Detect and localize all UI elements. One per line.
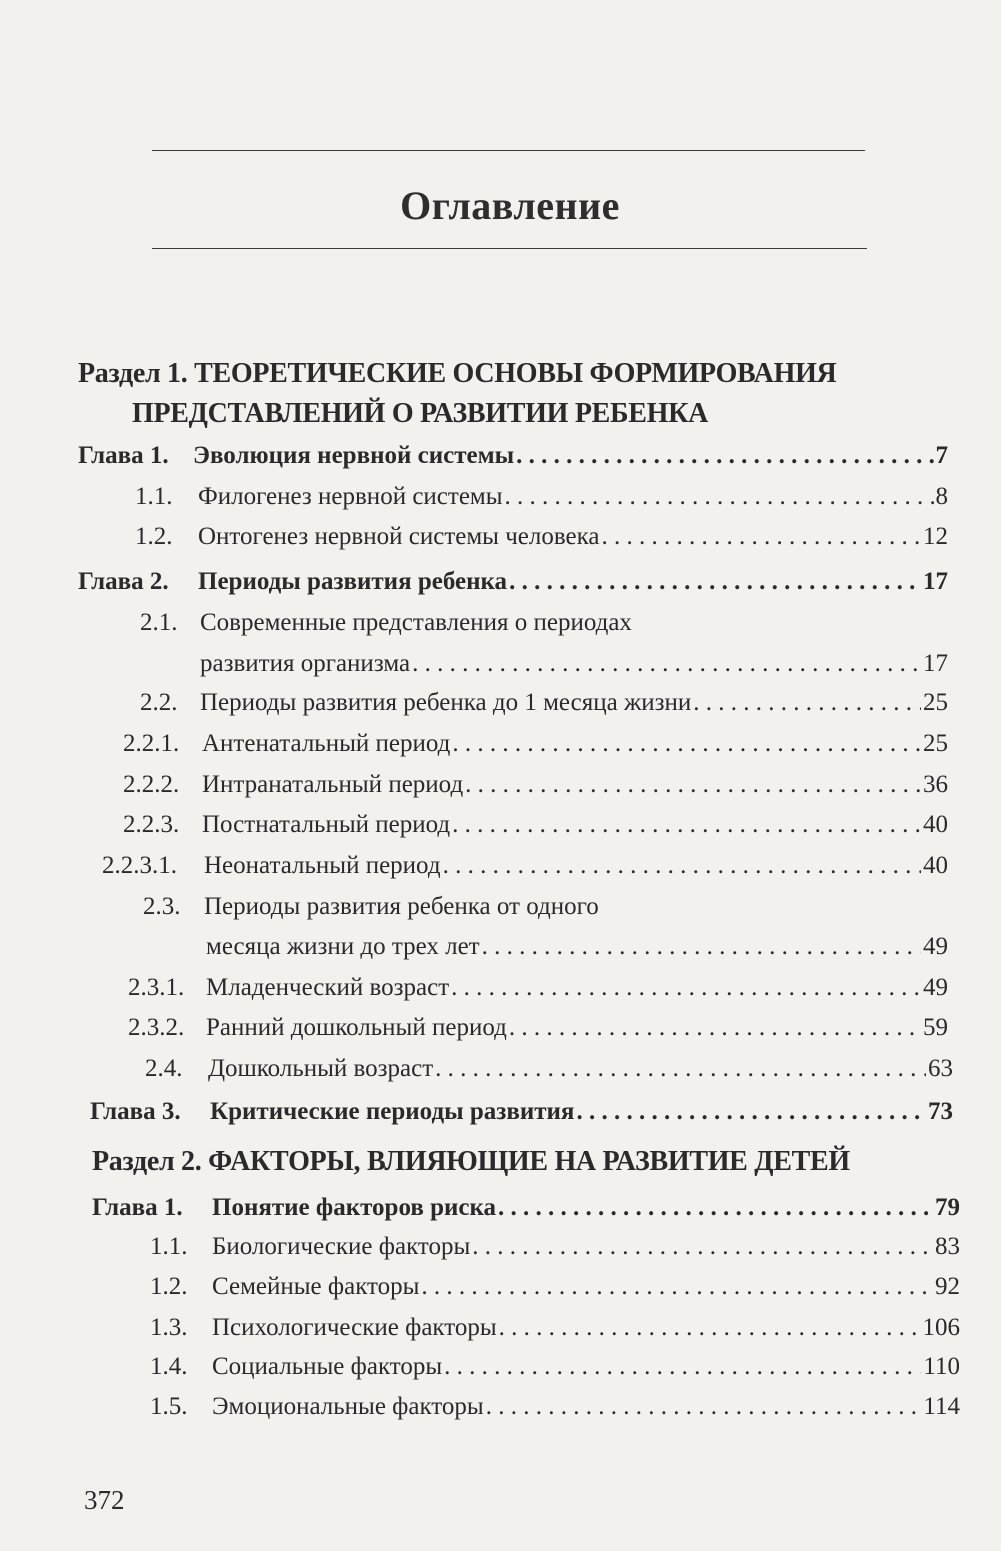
entry-number: 1.3. — [150, 1314, 188, 1341]
entry-title: Дошкольный возраст — [208, 1055, 434, 1082]
entry-page: 73 — [928, 1098, 953, 1125]
leader-dots — [465, 771, 921, 799]
section-2-heading: Раздел 2. ФАКТОРЫ, ВЛИЯЮЩИЕ НА РАЗВИТИЕ ДЕТЕЙ — [92, 1146, 850, 1177]
entry-title: Семейные факторы — [212, 1273, 420, 1300]
entry-page: 25 — [923, 689, 948, 716]
entry-title: Эмоциональные факторы — [212, 1393, 484, 1420]
entry-page: 114 — [923, 1393, 960, 1420]
entry-number: 1.1. — [150, 1233, 188, 1260]
toc-entry[interactable] — [78, 852, 948, 886]
toc-entry[interactable] — [78, 689, 948, 723]
entry-title: Эволюция нервной системы — [193, 442, 515, 469]
entry-page: 17 — [923, 650, 948, 677]
entry-page: 8 — [935, 483, 948, 510]
entry-number: 1.4. — [150, 1353, 188, 1380]
entry-number: 2.1. — [140, 609, 178, 636]
entry-number: Глава 1. — [78, 442, 169, 469]
leader-dots — [472, 1233, 933, 1261]
leader-dots — [499, 1314, 921, 1342]
entry-page: 110 — [923, 1353, 960, 1380]
entry-page: 49 — [923, 974, 948, 1001]
entry-page: 40 — [923, 852, 948, 879]
entry-page: 40 — [923, 811, 948, 838]
entry-page: 79 — [935, 1194, 960, 1221]
leader-dots — [505, 483, 934, 511]
entry-number: 2.3.2. — [128, 1014, 185, 1041]
entry-title: Онтогенез нервной системы человека — [198, 523, 600, 550]
entry-number: 2.2.3.1. — [102, 852, 177, 879]
entry-page: 36 — [923, 771, 948, 798]
entry-number: 1.1. — [135, 483, 173, 510]
leader-dots — [509, 1014, 921, 1042]
entry-page: 106 — [922, 1314, 960, 1341]
entry-title: Антенатальный период — [202, 730, 451, 757]
leader-dots — [576, 1098, 926, 1126]
entry-title-line1: Современные представления о периодах — [200, 609, 632, 636]
entry-page: 12 — [923, 523, 948, 550]
leader-dots — [498, 1194, 933, 1222]
entry-title: Периоды развития ребенка до 1 месяца жизни — [200, 689, 692, 716]
toc-entry[interactable] — [78, 1014, 948, 1048]
entry-title: Понятие факторов риска — [212, 1194, 497, 1221]
entry-title: Филогенез нервной системы — [198, 483, 503, 510]
entry-page: 7 — [935, 442, 948, 469]
entry-title: Биологические факторы — [212, 1233, 471, 1260]
entry-title: Периоды развития ребенка — [198, 568, 508, 595]
toc-entry[interactable] — [92, 1273, 960, 1307]
entry-title: месяца жизни до трех лет — [206, 933, 480, 960]
entry-page: 92 — [935, 1273, 960, 1300]
entry-number: Глава 3. — [90, 1098, 181, 1125]
top-rule — [152, 150, 865, 151]
entry-number: 2.2. — [140, 689, 178, 716]
entry-title: Ранний дошкольный период — [206, 1014, 507, 1041]
toc-entry[interactable] — [92, 1353, 960, 1387]
entry-number: 1.5. — [150, 1393, 188, 1420]
leader-dots — [601, 523, 921, 551]
entry-title: Психологические факторы — [212, 1314, 497, 1341]
leader-dots — [693, 689, 921, 717]
entry-number: 1.2. — [150, 1273, 188, 1300]
leader-dots — [452, 730, 921, 758]
toc-entry[interactable] — [78, 771, 948, 805]
toc-entry[interactable] — [78, 523, 948, 557]
page-title: Оглавление — [400, 183, 620, 228]
entry-page: 25 — [923, 730, 948, 757]
entry-number: 2.2.3. — [123, 811, 180, 838]
entry-number: 2.3. — [143, 893, 181, 920]
toc-entry[interactable] — [78, 811, 948, 845]
toc-entry[interactable] — [78, 974, 948, 1008]
section-1-heading-cont: ПРЕДСТАВЛЕНИЙ О РАЗВИТИИ РЕБЕНКА — [132, 398, 708, 429]
toc-entry[interactable] — [78, 1055, 953, 1089]
toc-entry[interactable] — [92, 1314, 960, 1348]
entry-page: 17 — [923, 568, 948, 595]
entry-number: Глава 2. — [78, 568, 169, 595]
entry-page: 49 — [923, 933, 948, 960]
entry-title: Постнатальный период — [202, 811, 451, 838]
entry-title: Критические периоды развития — [210, 1098, 575, 1125]
leader-dots — [444, 1353, 921, 1381]
leader-dots — [452, 811, 921, 839]
entry-page: 63 — [928, 1055, 953, 1082]
leader-dots — [509, 568, 921, 596]
entry-number: 1.2. — [135, 523, 173, 550]
leader-dots — [482, 933, 921, 961]
entry-title: Социальные факторы — [212, 1353, 443, 1380]
leader-dots — [435, 1055, 926, 1083]
entry-page: 83 — [935, 1233, 960, 1260]
toc-entry[interactable] — [78, 483, 948, 517]
leader-dots — [451, 974, 921, 1002]
entry-number: 2.4. — [145, 1055, 183, 1082]
entry-title-line1: Периоды развития ребенка от одного — [204, 893, 599, 920]
leader-dots — [486, 1393, 922, 1421]
leader-dots — [421, 1273, 933, 1301]
leader-dots — [412, 650, 921, 678]
toc-entry[interactable] — [92, 1393, 960, 1427]
entry-title: Младенческий возраст — [206, 974, 450, 1001]
toc-chapter[interactable] — [90, 1098, 953, 1132]
leader-dots — [443, 852, 921, 880]
toc-chapter[interactable] — [92, 1194, 960, 1228]
leader-dots — [516, 442, 933, 470]
entry-page: 59 — [923, 1014, 948, 1041]
entry-title: Интранатальный период — [202, 771, 464, 798]
entry-title: развития организма — [200, 650, 411, 677]
entry-title: Неонатальный период — [204, 852, 441, 879]
section-1-heading: Раздел 1. ТЕОРЕТИЧЕСКИЕ ОСНОВЫ ФОРМИРОВАНИЯ — [78, 358, 837, 389]
entry-number: 2.2.2. — [123, 771, 180, 798]
toc-entry[interactable] — [92, 1233, 960, 1267]
entry-number: 2.3.1. — [128, 974, 185, 1001]
entry-number: 2.2.1. — [123, 730, 180, 757]
toc-entry[interactable] — [78, 730, 948, 764]
entry-number: Глава 1. — [92, 1194, 183, 1221]
page-number: 372 — [84, 1485, 125, 1515]
bottom-rule — [152, 248, 867, 249]
toc-chapter[interactable] — [78, 442, 948, 476]
toc-chapter[interactable] — [78, 568, 948, 602]
